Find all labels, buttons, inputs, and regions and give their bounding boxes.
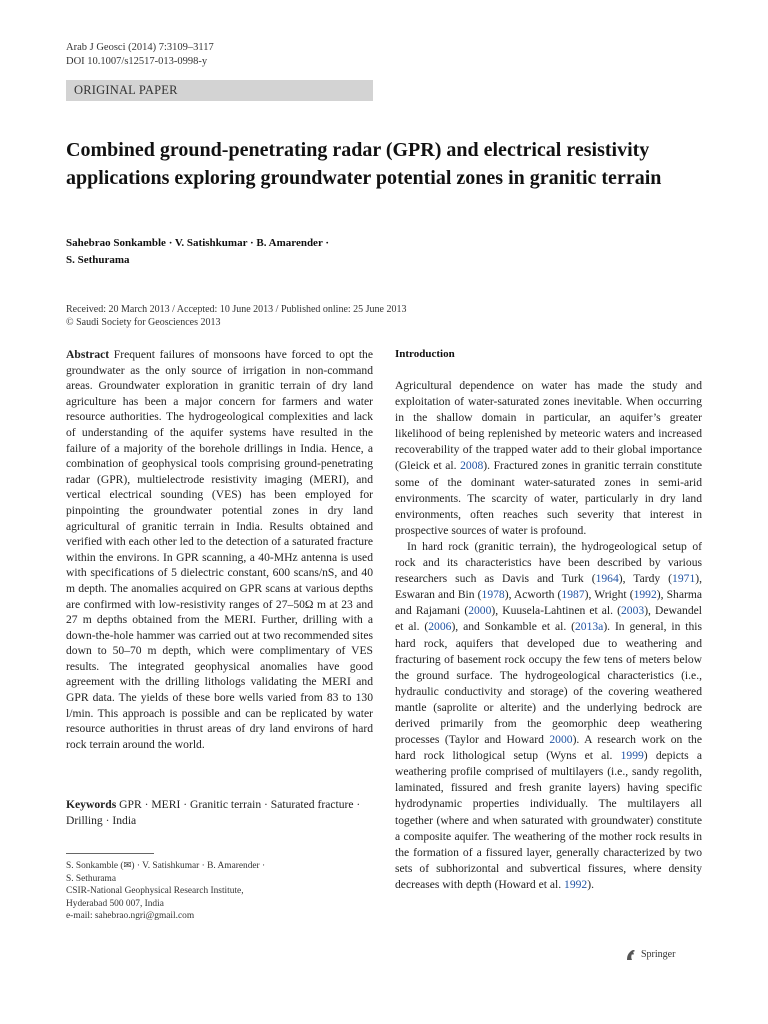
introduction-heading: Introduction (395, 348, 455, 360)
introduction-body (395, 378, 702, 893)
introduction-paragraph-1 (395, 378, 702, 539)
author-affiliation (66, 860, 373, 923)
citation-link[interactable]: 2006 (428, 620, 452, 634)
paragraph-text: ), Tardy ( (618, 572, 673, 586)
author-list (66, 235, 396, 269)
citation-link[interactable]: 1992 (564, 877, 588, 891)
paragraph-text: ), Acworth ( (504, 588, 562, 602)
citation-link[interactable]: 1987 (561, 588, 585, 602)
received-dates: Received: 20 March 2013 / Accepted: 10 June 2013 / Published online: 25 June 2013 (66, 304, 407, 315)
keywords (66, 797, 373, 829)
keywords-text: GPR · MERI · Granitic terrain · Saturated fracture · Drilling · India (66, 798, 361, 827)
paragraph-text: ), and Sonkamble et al. ( (451, 620, 575, 634)
paragraph-text: ) depicts a weathering profile comprised of multilayers (i.e., sandy regolith, laminated, fissured and fresh granite layers) having specific hydrodynamic properties individually. The multilayers all together (where and when saturated with groundwater) constitute a composite aquifer. The weathering of the mother rock results in the formation of a fissured layer, generally characterized by two sets of subhorizontal and subvertical fissures, where density decreases with depth (Howard et al. (395, 749, 702, 891)
citation-link[interactable]: 2013a (574, 620, 604, 634)
abstract-text: Frequent failures of monsoons have forced to opt the groundwater as the only source of irrigation in non-command areas. Groundwater exploration in granitic terrain of dry land agriculture has been a major concern for farmers and water resource authorities. The hydrogeological complexities and lack of understanding of the aquifer systems have resulted in the failure of a majority of the borehole drillings in India. Hence, a combination of geophysical tools comprising ground-penetrating radar (GPR), multielectrode resistivity imaging (MERI), and vertical electrical sounding (VES) has been employed for pinpointing the groundwater potential zones in dry land agricultural of granitic terrain in India. Results obtained and verified with each other led to the detection of a saturated fracture within the environs. In GPR scanning, a 40-MHz antenna is used with specifications of 5 dielectric constant, 600 scans/nS, and 40 m depth. The anomalies acquired on GPR scans at various depths are confirmed with low-resistivity ranges of 27–50Ω m at 23 and 27 m depths obtained from the MERI. Further, drilling with a down-the-hole hammer was carried out at two recommended sites down to 50–70 m depth, which were complimentary of VES results. The integrated geophysical anomalies have good agreement with the drilling lithologs validating the MERI and GPR data. The yields of these bore wells varied from 83 to 130 l/min. This approach is possible and can be replicated by water resource authorities in thrust areas of dry land environs of hard rock terrain around the world. (66, 348, 373, 751)
citation-link[interactable]: 1999 (620, 749, 644, 763)
author-line-2: S. Sethurama (66, 254, 130, 266)
article-type-label: ORIGINAL PAPER (66, 80, 373, 101)
paragraph-text: ). (587, 877, 594, 891)
citation-link[interactable]: 1971 (672, 572, 696, 586)
citation-link[interactable]: 1992 (633, 588, 657, 602)
affiliation-email[interactable]: e-mail: sahebrao.ngri@gmail.com (66, 911, 195, 921)
paper-title: Combined ground-penetrating radar (GPR) and electrical resistivity applications exploring groundwater potential zones in granitic terrain (66, 139, 662, 189)
affiliation-line: CSIR-National Geophysical Research Institute, (66, 886, 244, 896)
citation-link[interactable]: 1964 (595, 572, 619, 586)
author-line-1: Sahebrao Sonkamble · V. Satishkumar · B. Amarender · (66, 237, 330, 249)
paragraph-text: In hard rock (granitic terrain), the hydrogeological setup of rock and its characteristics have been described by various researchers such as Davis and Turk ( (395, 539, 702, 586)
citation-link[interactable]: 1978 (481, 588, 505, 602)
paragraph-text: ), Eswaran and Bin ( (395, 572, 702, 602)
paragraph-text: ). In general, in this hard rock, aquifers that developed due to weathering and fracturing of basement rock occupy the few tens of meters below the ground surface. The hydrogeological characteristics (i.e., hydraulic conductivity and storage) of the covering weathered mantle (saprolite or alterite) and the underlying bedrock are derived primarily from the geomorphic deep weathering processes (Taylor and Howard (395, 620, 703, 747)
abstract (66, 347, 373, 752)
springer-horse-icon (624, 948, 638, 962)
article-history (66, 303, 407, 329)
paragraph-text: ). A research work on the hard rock lithological setup (Wyns et al. (395, 733, 702, 763)
publisher-logo (624, 948, 675, 962)
citation-link[interactable]: 2000 (549, 733, 573, 747)
copyright-line: © Saudi Society for Geosciences 2013 (66, 317, 221, 328)
citation-link[interactable]: 2000 (468, 604, 492, 618)
keywords-label: Keywords (66, 798, 117, 811)
affiliation-line: Hyderabad 500 007, India (66, 898, 164, 909)
journal-info (66, 41, 214, 69)
footnote-divider (66, 853, 154, 854)
affiliation-line: S. Sethurama (66, 873, 116, 884)
citation-link[interactable]: 2008 (460, 459, 484, 473)
paragraph-text: Agricultural dependence on water has made the study and exploitation of water-saturated zones inevitable. When occurring in the shallow domain in particular, an aquifer’s greater likelihood of being replenished by meteoric waters and increased recoverability of the trapped water add to their global importance (Gleick et al. (395, 379, 702, 473)
paragraph-text: ). Fractured zones in granitic terrain constitute some of the dominant water-saturated zones in semi-arid environments. The scarcity of water, particularly in dry land environments, often reaches such severity that interest in prospective sources of water is profound. (395, 459, 702, 537)
publisher-name: Springer (641, 949, 676, 960)
journal-citation: Arab J Geosci (2014) 7:3109–3117 (66, 42, 214, 53)
journal-doi[interactable]: DOI 10.1007/s12517-013-0998-y (66, 56, 208, 67)
paragraph-text: ), Kuusela-Lahtinen et al. ( (491, 604, 621, 618)
introduction-paragraph-2 (395, 539, 702, 893)
abstract-label: Abstract (66, 348, 110, 361)
citation-link[interactable]: 2003 (621, 604, 645, 618)
paragraph-text: ), Dewandel et al. ( (395, 604, 703, 634)
paragraph-text: ), Wright ( (584, 588, 634, 602)
paragraph-text: ), Sharma and Rajamani ( (395, 588, 703, 618)
affiliation-line: S. Sonkamble (✉) · V. Satishkumar · B. Amarender · (66, 861, 266, 871)
